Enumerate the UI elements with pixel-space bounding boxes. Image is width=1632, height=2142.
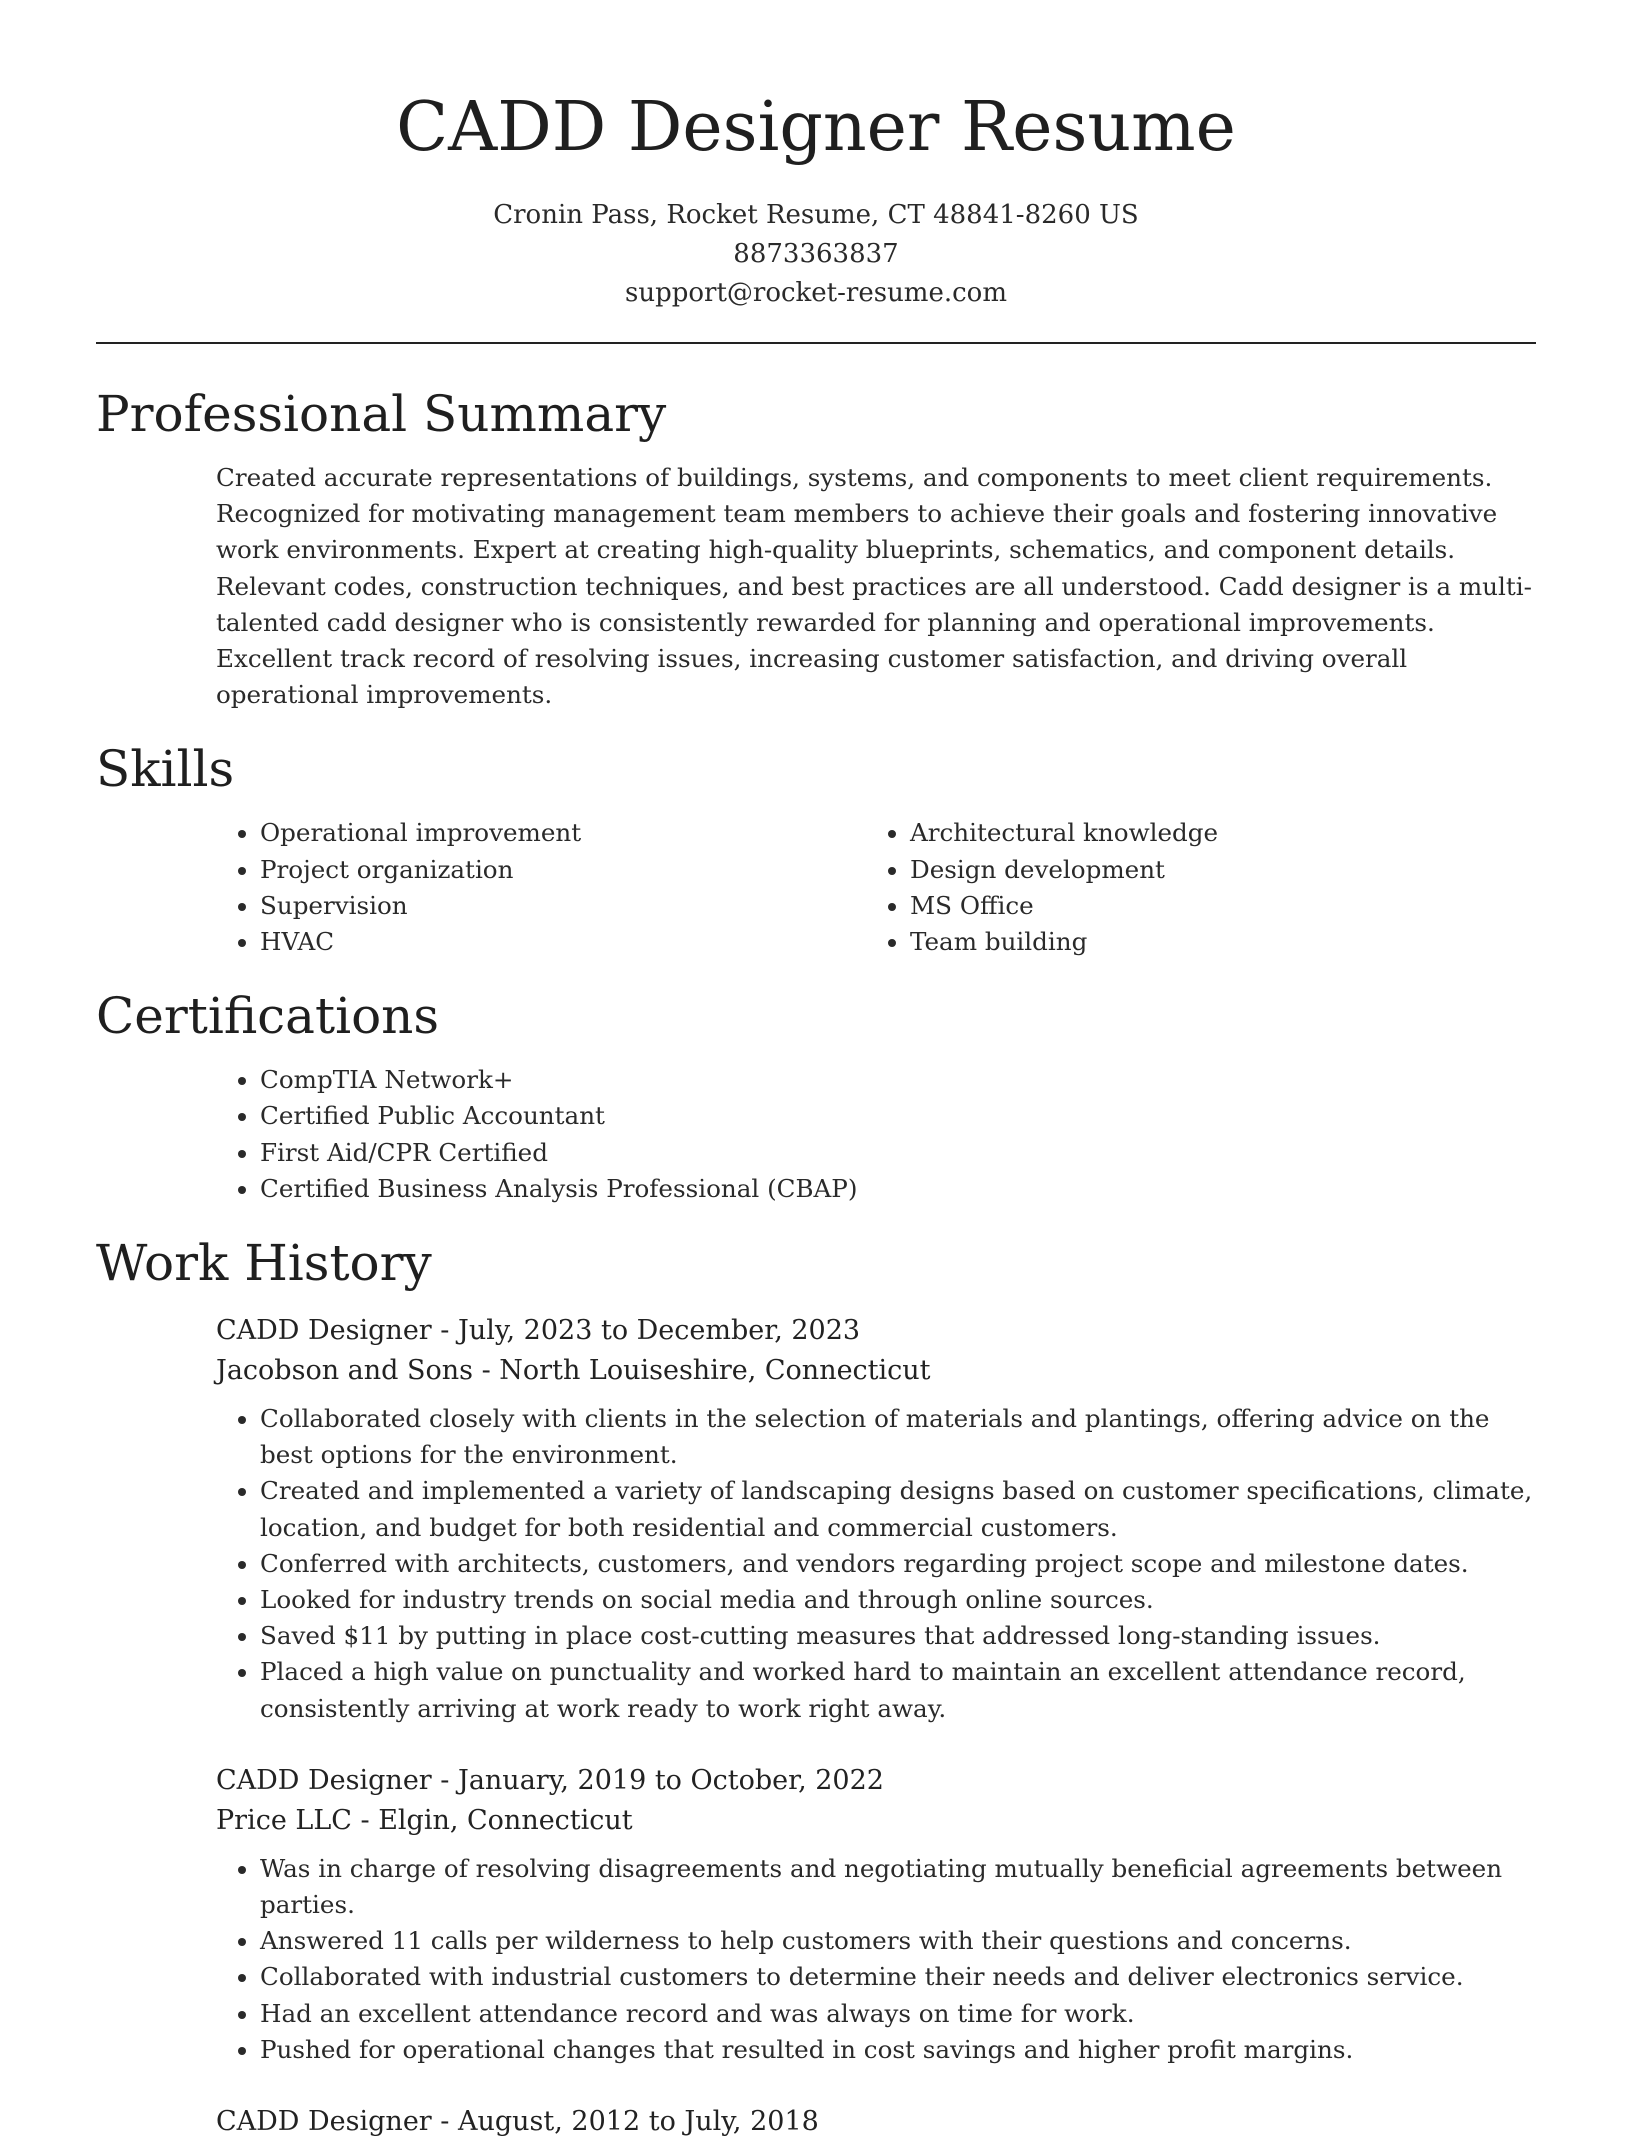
- certification-item: • Certified Business Analysis Professional (CBAP): [260, 1171, 1536, 1207]
- certification-item: • Certified Public Accountant: [260, 1098, 1536, 1134]
- skills-columns: [96, 815, 1536, 960]
- skill-item: • Supervision: [260, 888, 746, 924]
- job-bullet: • Collaborated closely with clients in the selection of materials and plantings, offering advice on the best options for the environment.: [260, 1401, 1536, 1473]
- resume-content: [96, 376, 1536, 2142]
- job-role: CADD Designer - August, 2012 to July, 2018: [216, 2106, 819, 2138]
- skill-item: • Design development: [910, 852, 1396, 888]
- summary-section: [96, 376, 1536, 713]
- job-entry: [216, 1761, 1536, 2068]
- header-divider: [96, 342, 1536, 344]
- skills-list-right: [746, 815, 1396, 960]
- certifications-list: [96, 1062, 1536, 1207]
- job-bullet: • Had an excellent attendance record and was always on time for work.: [260, 1996, 1536, 2032]
- skills-list-left: [96, 815, 746, 960]
- job-bullet: • Answered 11 calls per wilderness to help customers with their questions and concerns.: [260, 1923, 1536, 1959]
- summary-text: Created accurate representations of buildings, systems, and components to meet client requirements. Recognized for motivating management team members to achieve their goals and fostering innovative work environments. Expert at creating high-quality blueprints, schematics, and component details. Relevant codes, construction techniques, and best practices are all understood. Cadd designer is a multi-talented cadd designer who is consistently rewarded for planning and operational improvements. Excellent track record of resolving issues, increasing customer satisfaction, and driving overall operational improvements.: [216, 463, 1532, 710]
- work-history-section: [96, 1225, 1536, 2142]
- job-role: CADD Designer - January, 2019 to October, 2022: [216, 1764, 884, 1796]
- job-bullet: • Pushed for operational changes that resulted in cost savings and higher profit margins.: [260, 2032, 1536, 2068]
- job-company: Jacobson and Sons - North Louiseshire, Connecticut: [216, 1355, 931, 1387]
- skill-item: • Architectural knowledge: [910, 815, 1396, 851]
- job-bullet: • Looked for industry trends on social media and through online sources.: [260, 1582, 1536, 1618]
- certifications-section: [96, 978, 1536, 1207]
- email-text: support@rocket-resume.com: [624, 278, 1007, 308]
- job-bullet: • Saved $11 by putting in place cost-cutting measures that addressed long-standing issues.: [260, 1618, 1536, 1654]
- skills-section: [96, 731, 1536, 960]
- certification-item: • CompTIA Network+: [260, 1062, 1536, 1098]
- work-history-heading: Work History: [96, 1234, 432, 1293]
- skill-item: • HVAC: [260, 924, 746, 960]
- resume-header: [0, 0, 1632, 313]
- skill-item: • Operational improvement: [260, 815, 746, 851]
- certifications-heading: Certifications: [96, 987, 440, 1046]
- job-bullet: • Conferred with architects, customers, and vendors regarding project scope and milestone dates.: [260, 1546, 1536, 1582]
- summary-heading: Professional Summary: [96, 385, 667, 443]
- skill-item: • MS Office: [910, 888, 1396, 924]
- job-company: Price LLC - Elgin, Connecticut: [216, 1804, 633, 1836]
- job-entry: [216, 2102, 1536, 2142]
- skill-item: • Project organization: [260, 852, 746, 888]
- job-bullet: • Collaborated with industrial customers to determine their needs and deliver electronics service.: [260, 1959, 1536, 1995]
- certification-item: • First Aid/CPR Certified: [260, 1135, 1536, 1171]
- job-bullet: • Placed a high value on punctuality and worked hard to maintain an excellent attendance record, consistently arriving at work ready to work right away.: [260, 1654, 1536, 1726]
- job-bullet: • Was in charge of resolving disagreements and negotiating mutually beneficial agreements between parties.: [260, 1851, 1536, 1923]
- job-bullets: [216, 1851, 1536, 2068]
- job-bullet: • Created and implemented a variety of landscaping designs based on customer specifications, climate, location, and budget for both residential and commercial customers.: [260, 1473, 1536, 1545]
- job-entry: [216, 1311, 1536, 1727]
- resume-title: CADD Designer Resume: [396, 88, 1236, 167]
- skill-item: • Team building: [910, 924, 1396, 960]
- contact-block: [0, 196, 1632, 313]
- skills-heading: Skills: [96, 740, 235, 799]
- address-text: Cronin Pass, Rocket Resume, CT 48841-8260 US: [493, 200, 1139, 230]
- phone-text: 8873363837: [733, 239, 899, 269]
- job-bullets: [216, 1401, 1536, 1727]
- job-role: CADD Designer - July, 2023 to December, 2023: [216, 1315, 861, 1347]
